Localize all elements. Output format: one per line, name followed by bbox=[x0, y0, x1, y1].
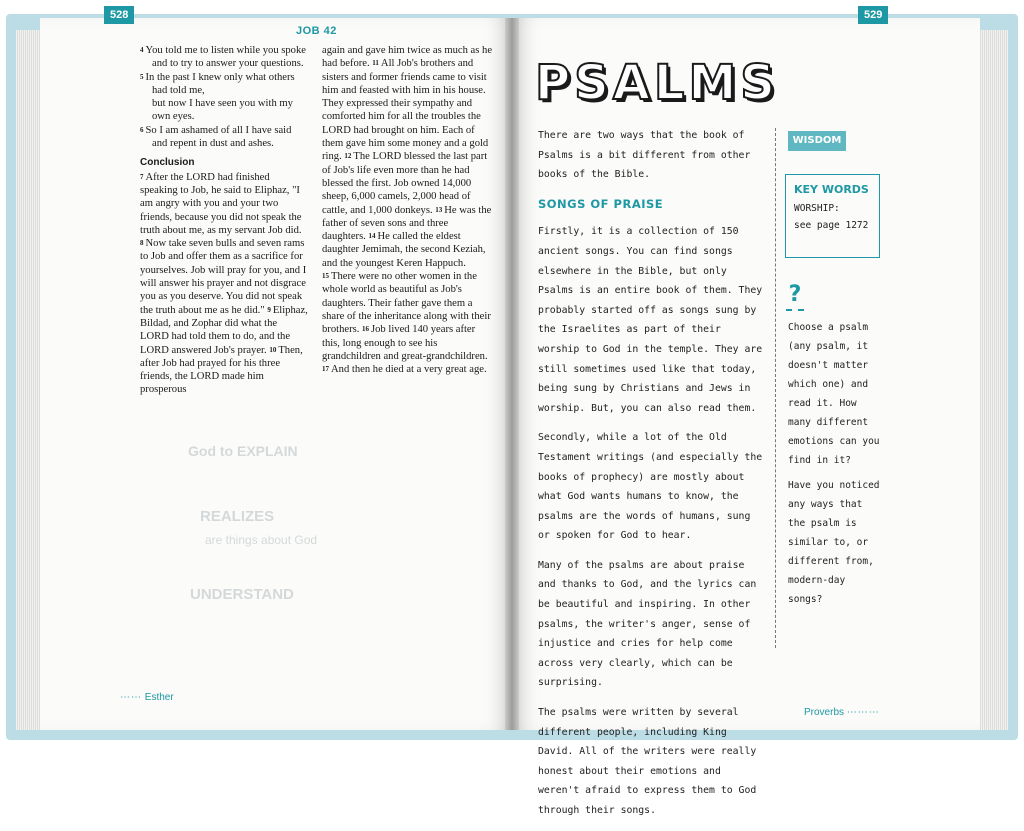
verse-number: 14 bbox=[368, 232, 376, 241]
paragraph: The psalms were written by several different people, including King David. All of the writers were really honest about their emotions and weren't afraid to express them to God through their songs. bbox=[538, 707, 757, 816]
paragraph: Firstly, it is a collection of 150 ancient songs. You can find songs elsewhere in the Bible, but only Psalms is an entire book of them. They probably started off as songs sung by the Israelites as part of their worship to God in the temple. They are still sometimes used like that today, being sung by Christians and Jews in worship. But, you can also read them. bbox=[538, 226, 763, 414]
verse-number: 7 bbox=[140, 172, 144, 181]
book-spine bbox=[505, 18, 519, 730]
verse-number: 9 bbox=[267, 305, 271, 314]
show-through-text-1: God to EXPLAIN bbox=[188, 443, 298, 459]
subheading: SONGS OF PRAISE bbox=[538, 196, 664, 211]
verse-line bbox=[140, 110, 308, 123]
verse-line bbox=[140, 124, 308, 137]
verse-number: 10 bbox=[269, 345, 277, 354]
footer-dots-right: ⋯⋯⋯ bbox=[846, 707, 880, 718]
verse-number: 5 bbox=[140, 72, 144, 81]
verse-text: So I am ashamed of all I have said bbox=[145, 124, 292, 136]
verse-line bbox=[140, 44, 308, 57]
verse-number: 13 bbox=[435, 205, 443, 214]
verse-number: 11 bbox=[372, 59, 379, 68]
key-word: WORSHIP: bbox=[794, 203, 840, 214]
page-edges-right bbox=[978, 30, 1008, 730]
verse-text: All Job's brothers and sisters and former friends came to visit him and feasted with him in his house. They expressed their sympathy and comforted him for all the troubles the LORD had brought on him. Each of them gave him some money and a gold ring. bbox=[322, 58, 489, 163]
footer-next-book-label: Proverbs bbox=[804, 707, 845, 718]
verse-text: You told me to listen while you spoke bbox=[145, 45, 306, 56]
scripture-column-2 bbox=[322, 44, 494, 376]
book-title: PSALMS bbox=[535, 55, 779, 111]
verse-line bbox=[140, 57, 308, 70]
verse-text: He was the father of seven sons and three daughters. bbox=[322, 204, 492, 243]
sidebar-question: Have you noticed any ways that the psalm is similar to, or different from, modern-day songs? bbox=[788, 480, 880, 605]
intro-text bbox=[538, 126, 766, 831]
prose-verses bbox=[140, 171, 308, 397]
verse-number: 4 bbox=[140, 46, 144, 54]
running-head: JOB 42 bbox=[296, 25, 337, 37]
question-mark-icon: ? bbox=[786, 283, 804, 311]
verse-line bbox=[140, 137, 308, 150]
footer-dots-left: ⋯⋯ bbox=[120, 692, 142, 703]
key-word-reference[interactable]: see page 1272 bbox=[794, 220, 869, 231]
show-through-text-2: REALIZES bbox=[200, 508, 275, 525]
verse-text: and repent in dust and ashes. bbox=[152, 138, 274, 150]
verse-text: There were no other women in the whole world as beautiful as Job's daughters. Their father gave them a share of the inheritance along with their brothers. bbox=[322, 271, 491, 336]
page-number-right: 529 bbox=[858, 6, 888, 24]
verse-text: Now take seven bulls and seven rams to Job and offer them as a sacrifice for yourselves. Job will pray for you, and I will answer his prayer and not disgrace you as you deserve. You did not speak the truth about me as he did." bbox=[140, 238, 307, 316]
page-number-left: 528 bbox=[104, 6, 134, 24]
verse-block bbox=[140, 171, 308, 397]
verse-number: 12 bbox=[344, 152, 352, 161]
verse-line bbox=[140, 97, 308, 110]
verse-number: 15 bbox=[322, 272, 329, 281]
verse-text: He called the eldest daughter Jemimah, the second Keziah, and the youngest Keren Happuch. bbox=[322, 231, 486, 269]
paragraph: Many of the psalms are about praise and thanks to God, and the lyrics can be beautiful and inspiring. In other psalms, the writer's anger, sense of injustice and cries for help come across very clearly, which can be surprising. bbox=[538, 559, 757, 689]
verse-line bbox=[140, 84, 308, 97]
verse-number: 17 bbox=[322, 365, 329, 374]
paragraph: Secondly, while a lot of the Old Testament writings (and especially the books of prophecy) are mostly about what God wants humans to know, the psalms are the words of humans, sung or spoken for God to hear. bbox=[538, 432, 763, 542]
footer-prev-book[interactable] bbox=[120, 692, 174, 703]
verse-text: and to try to answer your questions. bbox=[152, 58, 304, 70]
verse-text: again and gave him twice as much as he had before. bbox=[322, 45, 493, 70]
scripture-column-1 bbox=[140, 44, 308, 397]
verse-text: And then he died at a very great age. bbox=[331, 364, 487, 376]
verse-text: In the past I knew only what others bbox=[145, 71, 295, 83]
footer-next-book[interactable] bbox=[804, 707, 880, 718]
sidebar-questions bbox=[788, 318, 884, 615]
verse-block bbox=[322, 44, 494, 376]
key-words-title: KEY WORDS bbox=[794, 183, 869, 196]
show-through-text-3: are things about God bbox=[205, 533, 318, 547]
poetry-verses bbox=[140, 44, 308, 150]
verse-number: 16 bbox=[362, 325, 370, 334]
verse-text: Eliphaz, Bildad, and Zophar did what the LORD had told them to do, and the LORD answered Job's prayer. bbox=[140, 304, 308, 356]
key-words-box bbox=[785, 174, 880, 258]
verse-number: 8 bbox=[140, 239, 144, 248]
show-through-text-4: UNDERSTAND bbox=[190, 586, 294, 603]
sidebar-divider bbox=[775, 128, 776, 648]
verse-text: had told me, bbox=[152, 84, 205, 96]
section-heading: Conclusion bbox=[140, 157, 195, 169]
verse-text: The LORD blessed the last part of Job's life even more than he had blessed the first. Job owned 14,000 sheep, 6,000 camels, 2,000 head of cattle, and 1,000 donkeys. bbox=[322, 151, 488, 216]
wisdom-tag: WISDOM bbox=[788, 131, 846, 151]
verse-number: 6 bbox=[140, 125, 144, 134]
intro-paragraph: There are two ways that the book of Psalms is a bit different from other books of the Bible. bbox=[538, 130, 751, 181]
prose-verses-continued bbox=[322, 44, 494, 376]
verse-text: After the LORD had finished speaking to Job, he said to Eliphaz, "I am angry with you and your two friends, because you did not speak the truth about me, as my servant Job did. bbox=[140, 171, 302, 236]
verse-line bbox=[140, 71, 308, 84]
verse-text: but now I have seen you with my bbox=[152, 98, 293, 110]
verse-text: own eyes. bbox=[152, 111, 195, 123]
footer-prev-book-label: Esther bbox=[144, 692, 174, 703]
verse-text: Then, after Job had prayed for his three friends, the LORD made him prosperous bbox=[140, 344, 303, 396]
verse-text: Job lived 140 years after this, long enough to see his grandchildren and great-grandchildren. bbox=[322, 324, 488, 362]
sidebar-question: Choose a psalm (any psalm, it doesn't matter which one) and read it. How many different emotions can you find in it? bbox=[788, 322, 880, 466]
